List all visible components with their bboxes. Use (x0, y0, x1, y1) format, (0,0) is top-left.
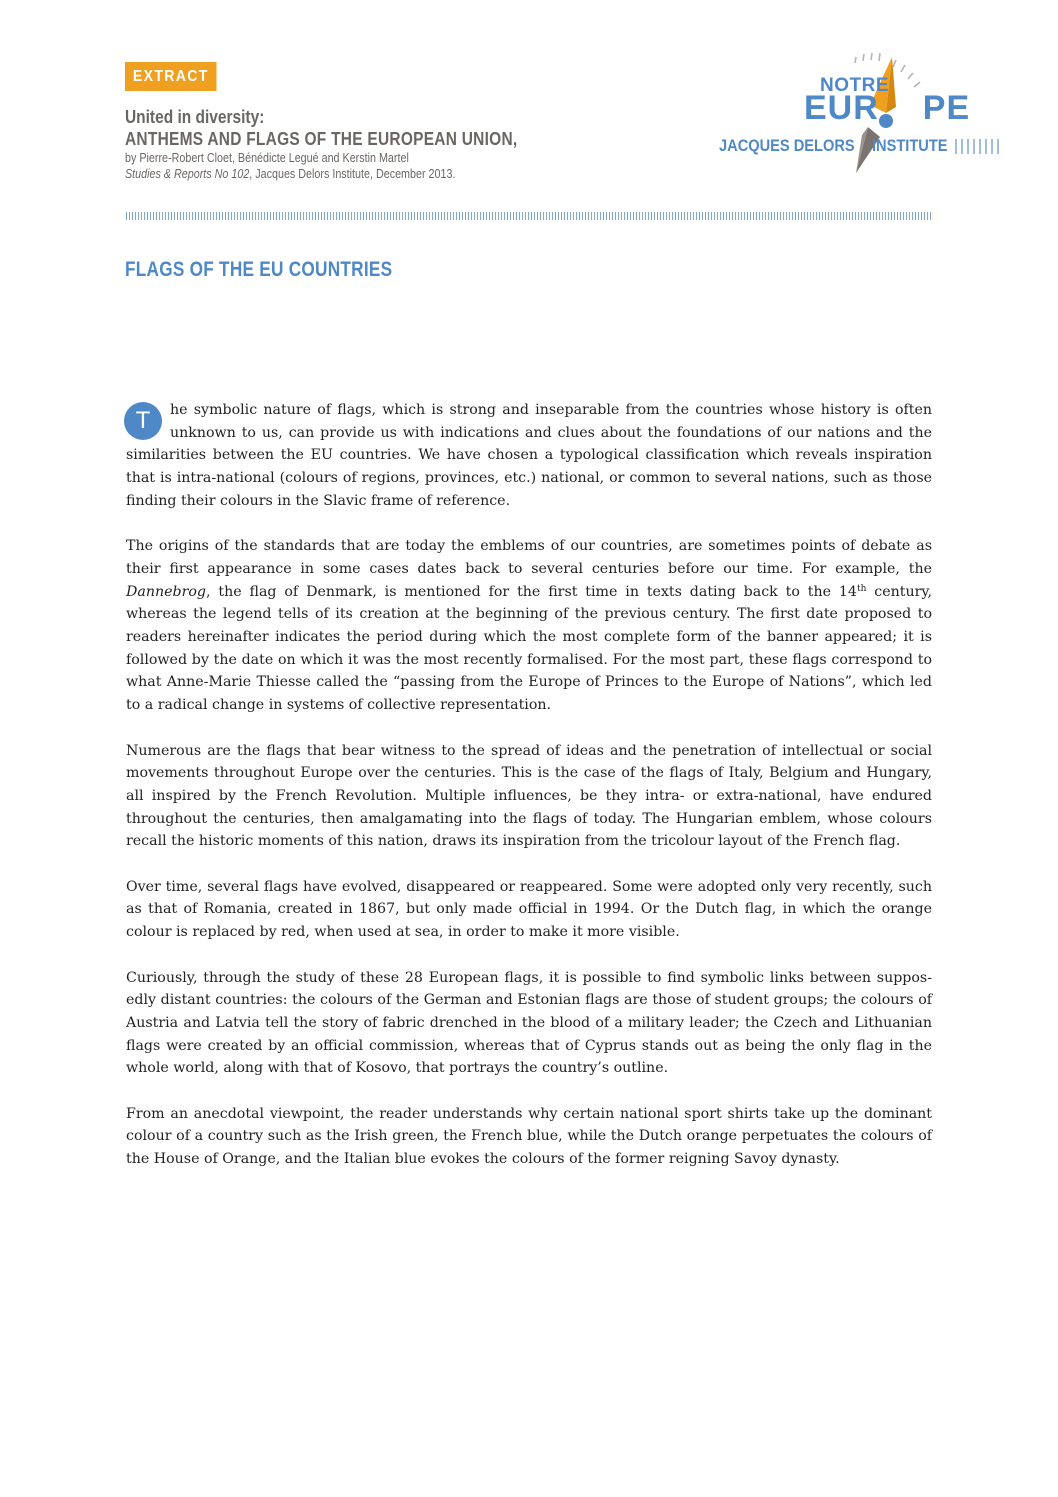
notre-europe-logo (710, 45, 1010, 175)
paragraph-4: Over time, several flags have evolved, disappeared or reappeared. Some were adopted only very recently, such as that of Romania, created in 1867, but only made official in 1994. Or the Dutch flag, in which the orange colour is replaced by red, when used at sea, in order to make it more visible. (126, 878, 932, 941)
paragraph-2-text-b: , the flag of Denmark, is mentioned for the first time in texts dating back to the 14 (206, 583, 857, 600)
paragraph-5: Curiously, through the study of these 28 European flags, it is possible to find symbolic links between supposedly distant countries: the colours of the German and Estonian flags are those of student groups; the colours of Austria and Latvia tell the story of fabric drenched in the blood of a military leader; the Czech and Lithuanian flags were created by an official commission, whereas that of Cyprus stands out as being the only flag in the whole world, along with that of Kosovo, that portrays the country’s outline. (126, 969, 932, 1077)
drop-cap: T (124, 402, 162, 440)
publication-series (125, 166, 517, 182)
paragraph-6: From an anecdotal viewpoint, the reader understands why certain national sport shirts take up the dominant colour of a country such as the Irish green, the French blue, while the Dutch orange perpetuates the colours of the House of Orange, and the Italian blue evokes the colours of the former reigning Savoy dynasty. (126, 1105, 932, 1168)
extract-badge: EXTRACT (125, 62, 217, 91)
section-title: FLAGS OF THE EU COUNTRIES (125, 258, 393, 281)
paragraph-2-text-a: The origins of the standards that are today the emblems of our countries, are sometimes points of debate as their first appearance in some cases dates back to several centuries before our time. For example, the (126, 538, 932, 577)
paragraph-2 (126, 535, 932, 717)
logo-institute: INSTITUTE (872, 136, 948, 155)
paragraph-2-text-c: century, whereas the legend tells of its creation at the beginning of the previous century. The first date proposed to readers hereinafter indicates the period during which the most complete form of the banner appeared; it is followed by the date on which it was the most recently formalised. For the most part, these flags correspond to what Anne-Marie Thiesse called the “passing from the Europe of Princes to the Europe of Nations”, which led to a radical change in systems of collective representation. (126, 583, 932, 714)
series-name: Studies & Reports No 102 (125, 167, 250, 181)
logo-bars-decoration (955, 139, 1000, 154)
dannebrog-italic: Dannebrog (126, 583, 206, 600)
publication-info (125, 106, 581, 182)
logo-notre: NOTRE (820, 75, 889, 96)
header-divider (126, 212, 932, 220)
logo-europe-left: EUR (804, 89, 879, 127)
paragraph-3: Numerous are the flags that bear witness to the spread of ideas and the penetration of intellectual or social movements throughout Europe over the centuries. This is the case of the flags of Italy, Belgium and Hungary, all inspired by the French Revolution. Multiple influences, be they intra- or extra-national, have endured throughout the centuries, then amalgamating into the flags of today. The Hungarian emblem, whose colours recall the historic moments of this nation, draws its inspiration from the tricolour layout of the French flag. (126, 742, 932, 850)
publication-authors: by Pierre-Robert Cloet, Bénédicte Legué and Kerstin Martel (125, 151, 409, 165)
logo-europe-right: PE (922, 89, 971, 127)
paragraph-1 (126, 399, 932, 513)
paragraph-1-text: he symbolic nature of flags, which is strong and inseparable from the countries whose history is often unknown to us, can provide us with indications and clues about the foundations of our nations and the similarities between the EU countries. We have chosen a typological classification which reveals inspiration that is intra-national (colours of regions, provinces, etc.) national, or common to several nations, such as those finding their colours in the Slavic frame of reference. (126, 402, 932, 509)
article-body (126, 399, 932, 1194)
logo-europe (804, 89, 970, 128)
logo-jacques-delors: JACQUES DELORS (719, 136, 855, 155)
publication-subtitle: United in diversity: (125, 107, 265, 127)
publication-title: ANTHEMS AND FLAGS OF THE EUROPEAN UNION, (125, 129, 518, 149)
ordinal-superscript: th (856, 583, 867, 594)
series-details: , Jacques Delors Institute, December 2013. (249, 167, 456, 181)
